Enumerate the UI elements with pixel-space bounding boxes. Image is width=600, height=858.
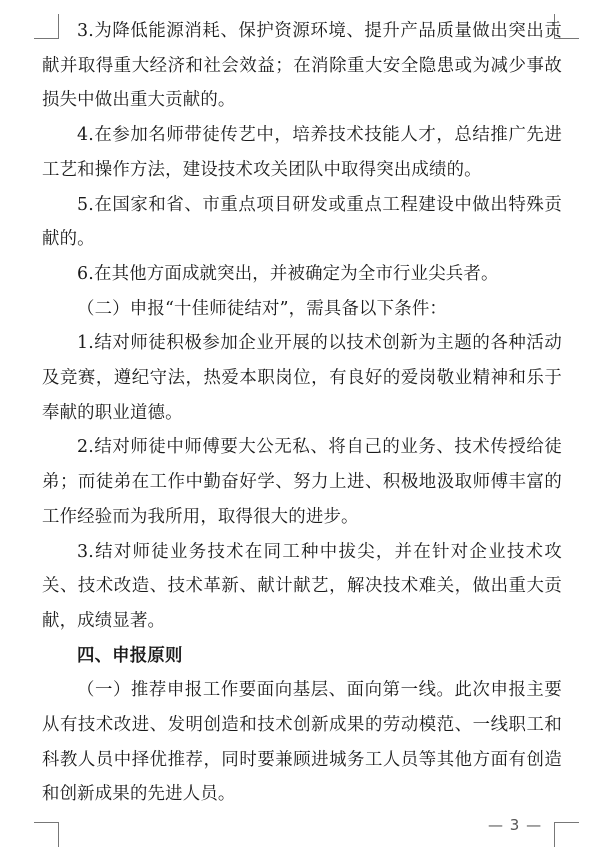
paragraph-principle-1: （一）推荐申报工作要面向基层、面向第一线。此次申报主要从有技术改进、发明创造和技术创新成果的劳动模范、一线职工和科教人员中择优推荐，同时要兼顾进城务工人员等其他方面有创造和创新成果的先进人员。 [42, 680, 562, 805]
document-body [42, 14, 562, 812]
paragraph-pair-condition-1: 1.结对师徒积极参加企业开展的以技术创新为主题的各种活动及竞赛，遵纪守法，热爱本职岗位，有良好的爱岗敬业精神和乐于奉献的职业道德。 [42, 333, 562, 423]
page-number: — 3 — [488, 816, 543, 834]
paragraph-pair-condition-3: 3.结对师徒业务技术在同工种中拔尖，并在针对企业技术攻关、技术改造、技术革新、献计献艺，解决技术难关，做出重大贡献，成绩显著。 [42, 541, 562, 631]
paragraph-item-4-mentorship: 4.在参加名师带徒传艺中，培养技术技能人才，总结推广先进工艺和操作方法，建设技术攻关团队中取得突出成绩的。 [42, 125, 562, 180]
crop-mark-bottom-left [34, 822, 59, 847]
section-heading-application-principles: 四、申报原则 [77, 645, 183, 666]
subsection-heading-ten-best-pairs: （二）申报“十佳师徒结对”，需具备以下条件： [77, 298, 447, 319]
paragraph-item-6-other: 6.在其他方面成就突出，并被确定为全市行业尖兵者。 [77, 263, 499, 284]
paragraph-item-5-key-projects: 5.在国家和省、市重点项目研发或重点工程建设中做出特殊贡献的。 [42, 194, 562, 250]
crop-mark-bottom-right [554, 822, 579, 847]
paragraph-item-3-energy: 3.为降低能源消耗、保护资源环境、提升产品质量做出突出贡献并取得重大经济和社会效益；在消除重大安全隐患或为减少事故损失中做出重大贡献的。 [42, 21, 562, 111]
paragraph-pair-condition-2: 2.结对师徒中师傅要大公无私、将自己的业务、技术传授给徒弟；而徒弟在工作中勤奋好学、努力上进、积极地汲取师傅丰富的工作经验而为我所用，取得很大的进步。 [42, 437, 562, 527]
